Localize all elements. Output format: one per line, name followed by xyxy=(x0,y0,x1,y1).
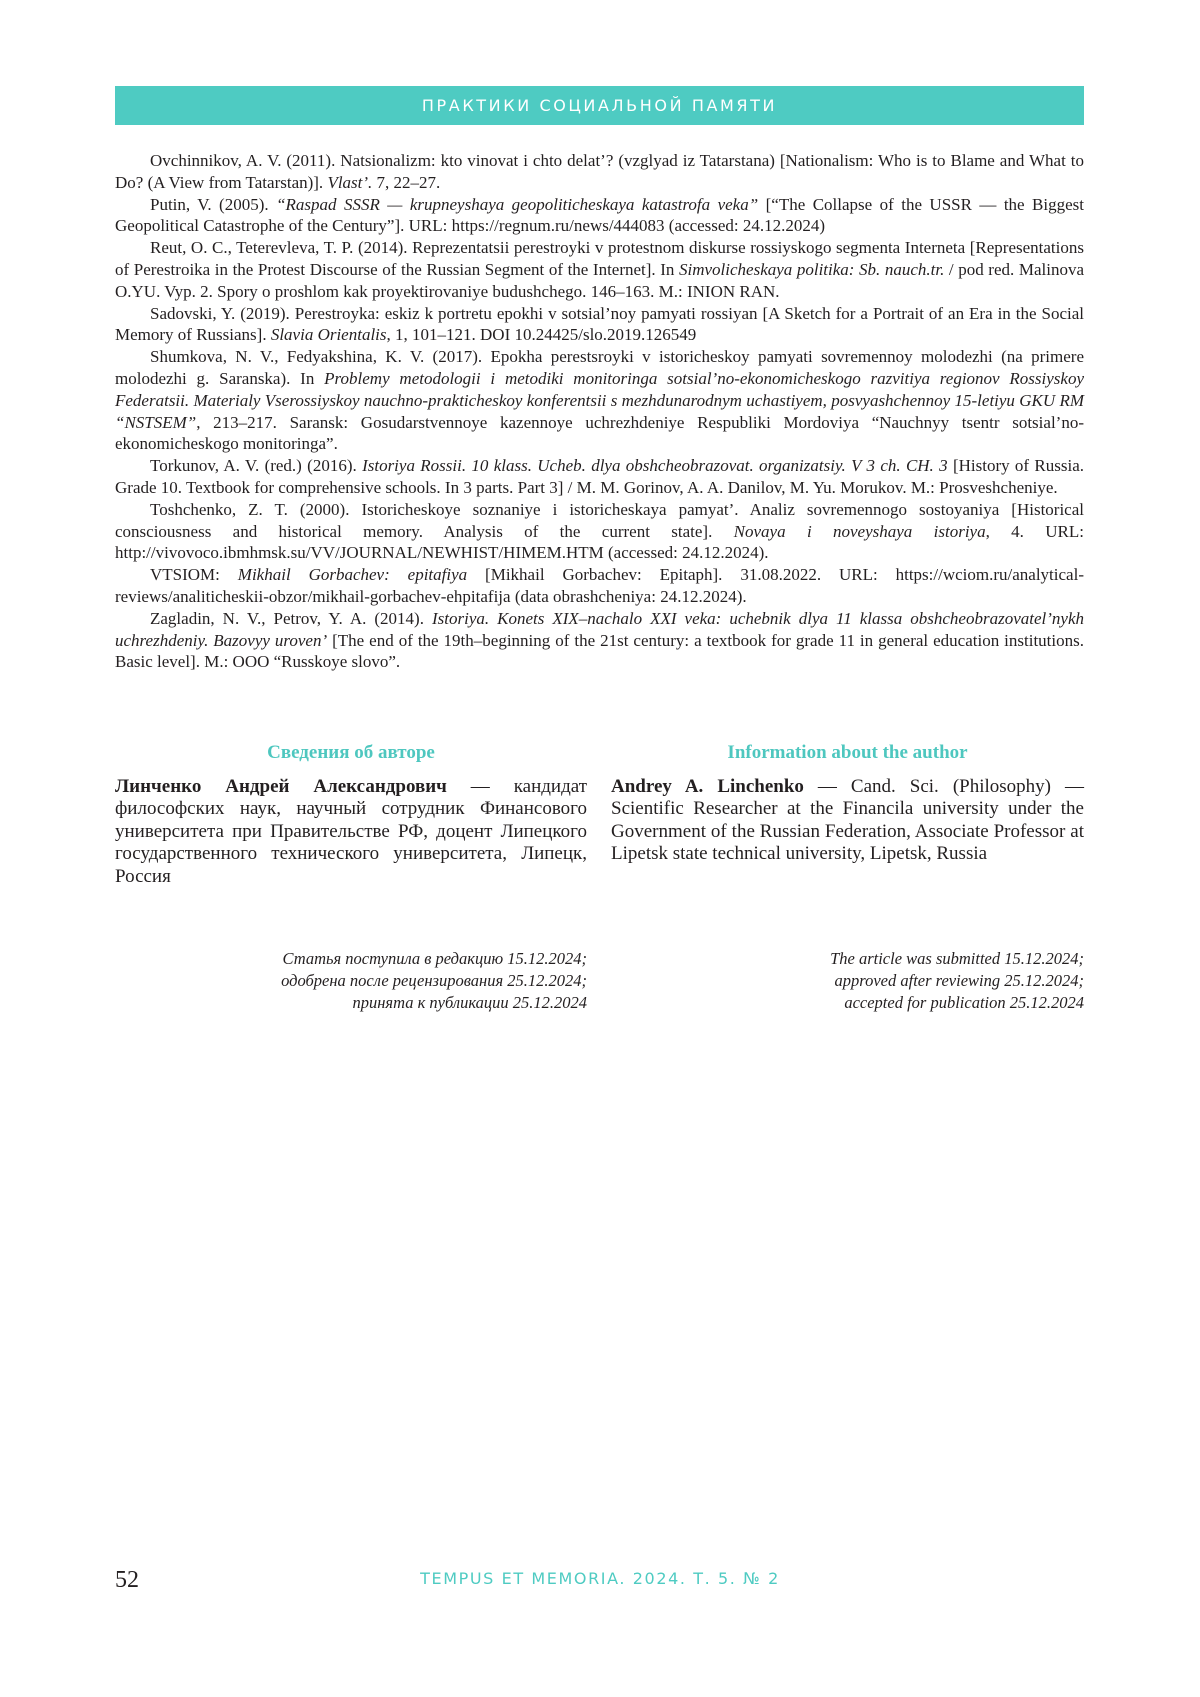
section-header-bar xyxy=(115,86,1084,125)
reference-italic-text: Istoriya Rossii. 10 klass. Ucheb. dlya obshcheobrazovat. organizatsiy. V 3 ch. CH. 3 xyxy=(362,456,948,476)
page-number: 52 xyxy=(115,1567,139,1593)
reference-text: Shumkova, N. V., Fedyakshina, K. V. (2017). Epokha perestsroyki v istoricheskoy pamyati sovremennoy molodezhi (na primere molodezhi g. Saranska). In xyxy=(115,347,1084,388)
article-dates-ru xyxy=(115,948,587,1014)
author-name-ru: Линченко Андрей Александрович xyxy=(115,776,447,797)
journal-footer-title: TEMPUS ET MEMORIA. 2024. Т. 5. № 2 xyxy=(420,1569,780,1588)
author-description-ru: — кандидат философских наук, научный сотрудник Финансового университета при Правительстве РФ, доцент Липецкого государственного технического университета, Липецк, Россия xyxy=(115,776,587,887)
reference-text: [Mikhail Gorbachev: Epitaph]. 31.08.2022. URL: https://wciom.ru/analytical-reviews/analiticheskii-obzor/mikhail-gorbachev-ehpitafija (data obrashcheniya: 24.12.2024). xyxy=(115,565,1084,606)
reference-item xyxy=(115,237,1084,302)
reference-item xyxy=(115,455,1084,499)
reference-item xyxy=(115,303,1084,347)
reference-text: 7, 22–27. xyxy=(372,172,441,192)
author-info-heading-en: Information about the author xyxy=(727,742,968,763)
reference-italic-text: Mikhail Gorbachev: epitafiya xyxy=(237,565,468,585)
reference-item xyxy=(115,194,1084,238)
reference-item xyxy=(115,499,1084,564)
author-info-en xyxy=(611,741,1084,866)
reference-text: Sadovski, Y. (2019). Perestroyka: eskiz k portretu epokhi v sotsial’noy pamyati rossiyan [A Sketch for a Portrait of an Era in the Social Memory of Russians]. xyxy=(115,303,1084,345)
reference-text: VTSIOM: xyxy=(150,565,238,585)
reference-text: , 4. URL: http://vivovoco.ibmhmsk.su/VV/JOURNAL/NEWHIST/HIMEM.HTM (accessed: 24.12.2024). xyxy=(115,521,1084,563)
reference-italic-text: Istoriya. Konets XIX–nachalo XXI veka: uchebnik dlya 11 klassa obshcheobrazovatel’nykh uchrezhdeniy. Bazovyy uroven’ xyxy=(115,608,1084,650)
author-name-en: Andrey A. Linchenko xyxy=(611,776,804,797)
reference-text: , 213–217. Saransk: Gosudarstvennoye kazennoye uchrezhdeniye Respubliki Mordoviya “Nauchnyy tsentr sotsial’no-ekonomicheskogo monitoringa”. xyxy=(115,412,1084,454)
reference-text: / pod red. Malinova O.YU. Vyp. 2. Spory o proshlom kak proyektirovaniye budushchego. 146–163. M.: INION RAN. xyxy=(115,259,1084,301)
author-bio-en xyxy=(611,776,1084,866)
reference-text: Torkunov, A. V. (red.) (2016). xyxy=(150,456,363,476)
date-submitted-ru: Статья поступила в редакцию 15.12.2024; xyxy=(282,949,587,968)
reference-text: [The end of the 19th–beginning of the 21st century: a textbook for grade 11 in general education institutions. Basic level]. M.: OOO “Russkoye slovo”. xyxy=(115,630,1084,672)
references-list xyxy=(115,150,1084,673)
reference-italic-text: Novaya i noveyshaya istoriya xyxy=(733,521,986,541)
reference-italic-text: “Raspad SSSR — krupneyshaya geopoliticheskaya katastrofa veka” xyxy=(276,194,759,214)
section-title: ПРАКТИКИ СОЦИАЛЬНОЙ ПАМЯТИ xyxy=(421,96,778,115)
author-info-heading-ru: Сведения об авторе xyxy=(267,742,435,763)
reference-text: Zagladin, N. V., Petrov, Y. A. (2014). xyxy=(150,608,432,628)
article-dates-en xyxy=(611,948,1084,1014)
reference-item xyxy=(115,346,1084,455)
reference-text: Putin, V. (2005). xyxy=(150,194,277,214)
reference-italic-text: Vlast’. xyxy=(327,172,373,192)
date-accepted-ru: принята к публикации 25.12.2024 xyxy=(352,993,587,1012)
date-approved-en: approved after reviewing 25.12.2024; xyxy=(834,971,1084,990)
reference-italic-text: Slavia Orientalis xyxy=(270,325,387,345)
reference-text: Toshchenko, Z. T. (2000). Istoricheskoye soznaniye i istoricheskaya pamyat’. Analiz sovremennogo sostoyaniya [Historical consciousness and historical memory. Analysis of the current state]. xyxy=(115,499,1084,541)
reference-item xyxy=(115,564,1084,608)
reference-text: [“The Collapse of the USSR — the Biggest Geopolitical Catastrophe of the Century”]. URL: https://regnum.ru/news/444083 (accessed: 24.12.2024) xyxy=(115,194,1084,236)
reference-text: , 1, 101–121. DOI 10.24425/slo.2019.126549 xyxy=(386,325,697,345)
reference-italic-text: Simvolicheskaya politika: Sb. nauch.tr. xyxy=(679,259,945,279)
date-accepted-en: accepted for publication 25.12.2024 xyxy=(844,993,1084,1012)
author-bio-ru xyxy=(115,776,587,888)
reference-text: Reut, O. C., Teterevleva, T. P. (2014). Reprezentatsii perestroyki v protestnom diskurse rossiyskogo segmenta Interneta [Representations of Perestroika in the Protest Discourse of the Russian Segment of the Internet]. In xyxy=(115,238,1084,279)
reference-text: Ovchinnikov, A. V. (2011). Natsionalizm: kto vinovat i chto delat’? (vzglyad iz Tatarstana) [Nationalism: Who is to Blame and What to Do? (A View from Tatarstan)]. xyxy=(115,151,1084,192)
date-submitted-en: The article was submitted 15.12.2024; xyxy=(830,949,1084,968)
author-description-en: — Cand. Sci. (Philosophy) — Scientific Researcher at the Financila university under the Government of the Russian Federation, Associate Professor at Lipetsk state technical university, Lipetsk, Russia xyxy=(611,776,1084,865)
reference-item xyxy=(115,150,1084,194)
reference-text: [History of Russia. Grade 10. Textbook for comprehensive schools. In 3 parts. Part 3] / M. M. Gorinov, A. A. Danilov, M. Yu. Morukov. M.: Prosveshcheniye. xyxy=(115,456,1084,497)
reference-italic-text: Problemy metodologii i metodiki monitoringa sotsial’no-ekonomicheskogo razvitiya regionov Rossiyskoy Federatsii. Materialy Vserossiyskoy nauchno-prakticheskoy konferentsii s mezhdunarodnym uchastiyem, posvyashchennoy 15-letiyu GKU RM “NSTSEM” xyxy=(115,368,1084,432)
author-info-ru xyxy=(115,741,587,888)
reference-item xyxy=(115,608,1084,673)
date-approved-ru: одобрена после рецензирования 25.12.2024; xyxy=(281,971,587,990)
